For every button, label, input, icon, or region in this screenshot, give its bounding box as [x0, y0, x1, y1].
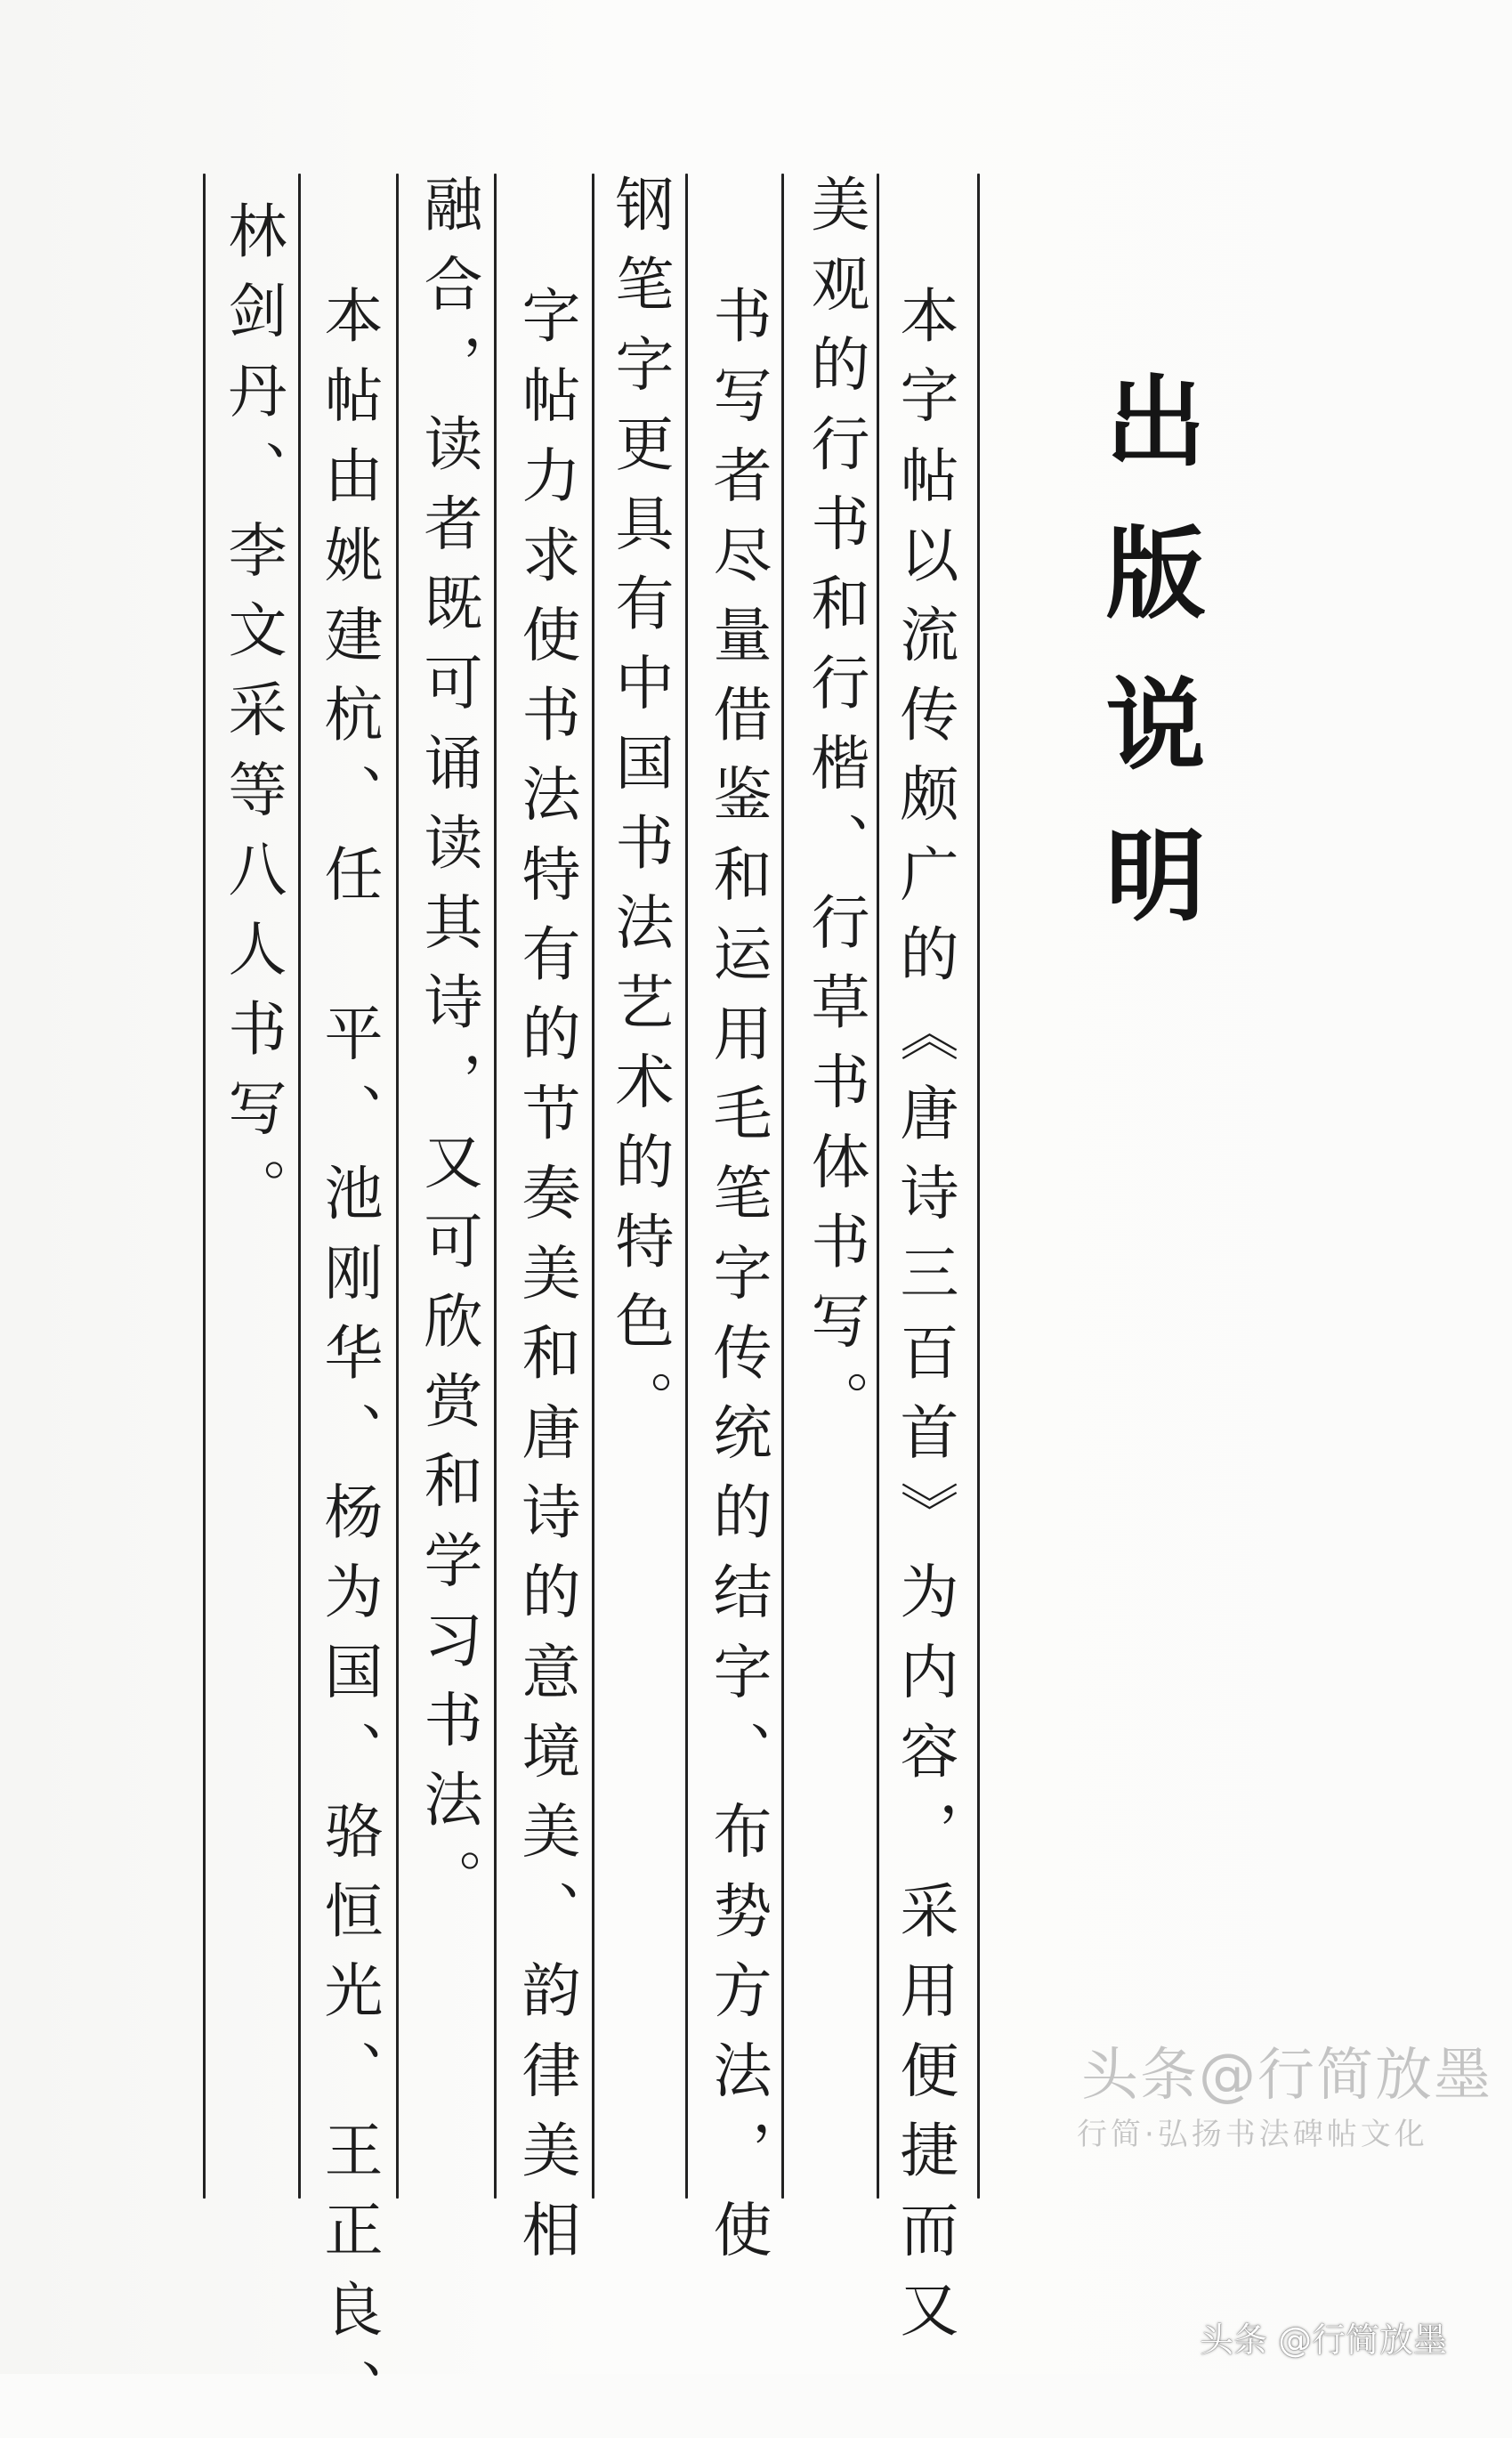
watermark-sub: 行简·弘扬书法碑帖文化: [1077, 2117, 1428, 2152]
column-rule: [877, 174, 879, 2199]
text-column: 钢笔字更具有中国书法艺术的特色。: [605, 174, 674, 1450]
column-rule: [298, 174, 301, 2199]
column-rule: [781, 174, 784, 2199]
watermark-main: 头条@行简放墨: [1081, 2043, 1492, 2109]
column-rule: [977, 174, 980, 2199]
watermark-corner: 头条 @行简放墨: [1200, 2321, 1448, 2360]
text-column: 字帖力求使书法特有的节奏美和唐诗的意境美、韵律美相: [512, 285, 580, 2279]
text-column: 书写者尽量借鉴和运用毛笔字传统的结字、布势方法，使: [703, 285, 772, 2279]
column-rule: [685, 174, 688, 2199]
text-column: 本帖由姚建杭、任 平、池刚华、杨为国、骆恒光、王正良、: [314, 285, 383, 2438]
text-column: 本字帖以流传颇广的《唐诗三百首》为内容，采用便捷而又: [890, 285, 958, 2359]
page-title: 出版说明: [1089, 369, 1206, 975]
text-column: 融合，读者既可诵读其诗，又可欣赏和学习书法。: [414, 174, 482, 1929]
column-rule: [396, 174, 399, 2199]
column-rule: [494, 174, 497, 2199]
text-column: 林剑丹、李文采等八人书写。: [218, 200, 287, 1237]
column-rule: [203, 174, 206, 2199]
column-rule: [592, 174, 594, 2199]
text-column: 美观的行书和行楷、行草书体书写。: [801, 174, 869, 1450]
